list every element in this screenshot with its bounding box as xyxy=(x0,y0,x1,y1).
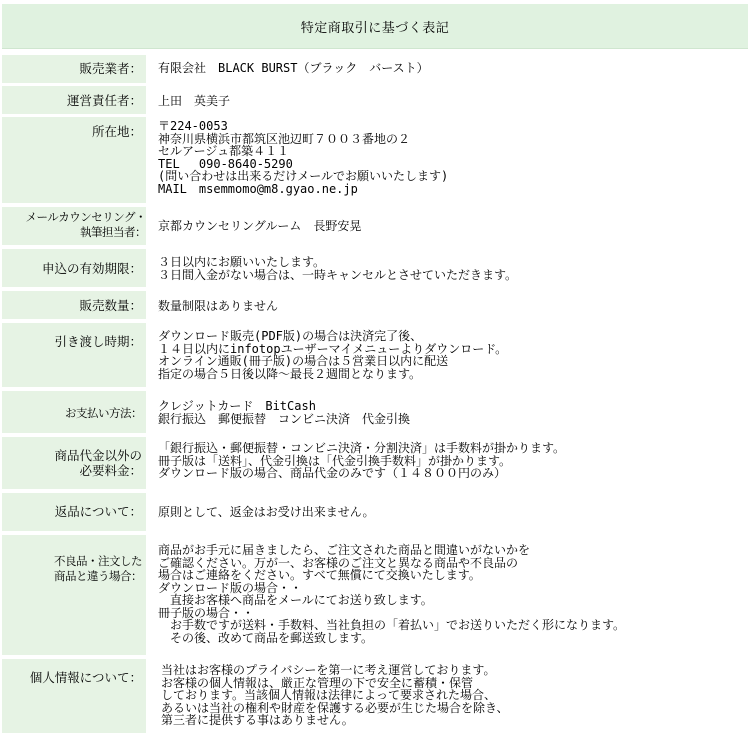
label-fees xyxy=(2,437,146,489)
value-line: 第三者に提供する事はありません。 xyxy=(161,713,354,727)
label-returns xyxy=(2,493,146,531)
value-privacy xyxy=(147,659,750,733)
value-line: 上田 英美子 xyxy=(158,94,231,108)
label-line: 商品代金以外の xyxy=(54,448,142,463)
value-line: 原則として、返金はお受け出来ません。 xyxy=(158,505,375,519)
row-privacy xyxy=(0,659,750,733)
value-line: ダウンロード版の場合・・ xyxy=(158,580,303,595)
value-line: MAIL msemmomo@m8.gyao.ne.jp xyxy=(158,181,358,196)
value-line: お手数ですが送料・手数料、当社負担の「着払い」でお送りいただく形になります。 xyxy=(158,618,626,632)
value-line: 数量制限はありません xyxy=(158,299,279,313)
row-address xyxy=(0,117,750,203)
value-line: 京都カウンセリングルーム 長野安晃 xyxy=(158,219,362,233)
label-seller xyxy=(2,55,146,83)
row-seller xyxy=(0,55,750,83)
value-line: 直接お客様へ商品をメールにてお送り致します。 xyxy=(158,593,433,607)
label-privacy xyxy=(2,659,146,733)
label-defects xyxy=(2,535,146,655)
value-line: 冊子版の場合・・ xyxy=(158,605,255,620)
value-line: お客様の個人情報は、厳正な管理の下で安全に蓄積・保管 xyxy=(161,675,474,690)
row-quantity xyxy=(0,291,750,319)
label-quantity xyxy=(2,291,146,319)
value-line: 指定の場合５日後以降～最長２週間となります。 xyxy=(158,366,422,381)
value-line: セルアージュ都築４１１ xyxy=(158,144,290,158)
label-line: メールカウンセリング・ xyxy=(25,210,146,224)
value-defects xyxy=(147,535,750,655)
label-line: 販売業者： xyxy=(79,61,142,76)
label-validity xyxy=(2,249,146,287)
label-delivery xyxy=(2,323,146,387)
value-line: ３日以内にお願いいたします。 xyxy=(158,255,326,269)
label-line: 個人情報について： xyxy=(29,670,142,685)
value-line: 「銀行振込・郵便振替・コンビニ決済・分割決済」は手数料が掛かります。 xyxy=(158,441,566,455)
row-defects xyxy=(0,535,750,655)
value-line: 〒224-0053 xyxy=(158,119,228,133)
row-fees xyxy=(0,437,750,489)
label-payment xyxy=(2,391,146,433)
row-returns xyxy=(0,493,750,531)
value-quantity xyxy=(147,291,750,319)
value-line: 冊子版は「送料」、代金引換は「代金引換手数料」が掛かります。 xyxy=(158,453,512,468)
row-validity xyxy=(0,249,750,287)
label-line: 返品について： xyxy=(54,504,142,519)
value-line: １４日以内にinfotopユーザーマイメニューよりダウンロード。 xyxy=(158,341,508,356)
value-line: ダウンロード販売(PDF版)の場合は決済完了後、 xyxy=(158,329,423,343)
value-line: TEL 090-8640-5290 xyxy=(158,156,293,171)
label-line: 商品と違う場合： xyxy=(54,569,142,583)
label-line: 販売数量： xyxy=(79,298,142,313)
value-line: クレジットカード BitCash xyxy=(158,399,316,413)
value-line: 銀行振込 郵便振替 コンビニ決済 代金引換 xyxy=(158,411,411,426)
row-delivery xyxy=(0,323,750,387)
label-line: 不良品・注文した xyxy=(54,554,142,568)
label-address xyxy=(2,117,146,203)
value-line: 有限会社 BLACK BURST（ブラック バースト） xyxy=(158,61,429,75)
row-manager xyxy=(0,86,750,114)
label-line: 必要料金： xyxy=(79,463,142,478)
value-line: ３日間入金がない場合は、一時キャンセルとさせていただきます。 xyxy=(158,267,518,282)
value-validity xyxy=(147,249,750,287)
value-fees xyxy=(147,437,750,489)
label-line: 引き渡し時期： xyxy=(54,334,142,349)
row-counselor xyxy=(0,207,750,245)
row-payment xyxy=(0,391,750,433)
value-line: (問い合わせは出来るだけメールでお願いいたします) xyxy=(158,169,449,183)
value-line: 場合はご連絡をください。すべて無償にて交換いたします。 xyxy=(158,568,481,582)
value-address xyxy=(147,117,750,203)
value-counselor xyxy=(147,207,750,245)
value-line: あるいは当社の権利や財産を保護する必要が生じた場合を除き、 xyxy=(161,700,509,715)
label-line: 申込の有効期限： xyxy=(41,261,142,276)
value-manager xyxy=(147,86,750,114)
label-line: 所在地： xyxy=(91,124,142,139)
label-line: 運営責任者： xyxy=(66,93,142,108)
label-line: 執筆担当者： xyxy=(80,225,146,239)
label-manager xyxy=(2,86,146,114)
label-counselor xyxy=(2,207,146,245)
value-line: ダウンロード版の場合、商品代金のみです（１４８００円のみ） xyxy=(158,466,507,480)
value-line: 商品がお手元に届きましたら、ご注文された商品と間違いがないかを xyxy=(158,543,531,557)
value-line: 神奈川県横浜市都筑区池辺町７００３番地の２ xyxy=(158,131,411,146)
value-seller xyxy=(147,55,750,83)
value-payment xyxy=(147,391,750,433)
label-line: お支払い方法： xyxy=(65,406,142,420)
value-returns xyxy=(147,493,750,531)
value-line: その後、改めて商品を郵送致します。 xyxy=(158,630,374,645)
value-delivery xyxy=(147,323,750,387)
value-line: ご確認ください。万が一、お客様のご注文と異なる商品や不良品の xyxy=(158,555,519,570)
value-line: しております。当該個人情報は法律によって要求された場合、 xyxy=(161,688,497,702)
page-title: 特定商取引に基づく表記 xyxy=(2,4,748,49)
value-line: オンライン通販(冊子版)の場合は５営業日以内に配送 xyxy=(158,354,449,368)
value-line: 当社はお客様のプライバシーを第一に考え運営しております。 xyxy=(161,663,496,677)
